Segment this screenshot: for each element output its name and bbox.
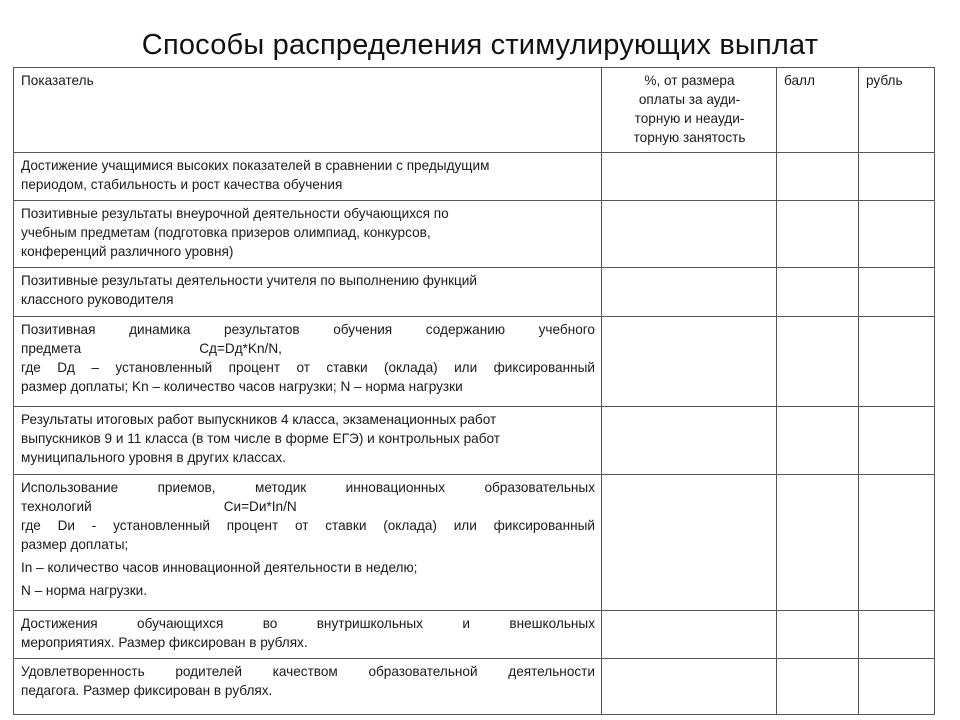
ruble-cell[interactable] — [859, 317, 935, 407]
percent-cell[interactable] — [602, 611, 777, 659]
formula: Cи=Dи*In/N — [223, 499, 297, 514]
table-row — [14, 201, 935, 268]
formula: Сд=Dд*Kn/N, — [199, 341, 282, 356]
ruble-cell[interactable] — [859, 201, 935, 268]
indicator-cell: Позитивные результаты деятельности учителя по выполнению функций классного руководителя — [14, 268, 602, 317]
formula-line: предмета Сд=Dд*Kn/N, — [21, 341, 282, 356]
percent-cell[interactable] — [602, 407, 777, 475]
score-cell[interactable] — [777, 153, 859, 201]
score-cell[interactable] — [777, 407, 859, 475]
score-cell[interactable] — [777, 659, 859, 715]
indicator-cell: Позитивные результаты внеурочной деятельности обучающихся по учебным предметам (подготовка призеров олимпиад, конкурсов, конференций различного уровня) — [14, 201, 602, 268]
ruble-cell[interactable] — [859, 153, 935, 201]
header-indicator: Показатель — [14, 68, 602, 153]
indicator-cell: Достижение учащимися высоких показателей в сравнении с предыдущим периодом, стабильность и рост качества обучения — [14, 153, 602, 201]
header-ruble: рубль — [859, 68, 935, 153]
ruble-cell[interactable] — [859, 475, 935, 611]
percent-cell[interactable] — [602, 317, 777, 407]
percent-cell[interactable] — [602, 268, 777, 317]
table-row — [14, 317, 935, 407]
table-row — [14, 153, 935, 201]
score-cell[interactable] — [777, 201, 859, 268]
ruble-cell[interactable] — [859, 407, 935, 475]
score-cell[interactable] — [777, 611, 859, 659]
indicator-cell: Достижения обучающихся во внутришкольных и внешкольных мероприятиях. Размер фиксирован в рублях. — [14, 611, 602, 659]
percent-cell[interactable] — [602, 659, 777, 715]
stimulus-payments-table — [13, 67, 935, 715]
page-title: Способы распределения стимулирующих выплат — [141, 29, 819, 61]
table-row — [14, 611, 935, 659]
indicator-cell: Использование приемов, методик инновационных образовательных технологий Cи=Dи*In/N где Dи - установленный процент от ставки (оклада) или фиксированный размер доплаты; In – количество часов инновационной деятельности в неделю; N – норма нагрузки. — [14, 475, 602, 611]
table-header-row — [14, 68, 935, 153]
score-cell[interactable] — [777, 268, 859, 317]
table-row — [14, 475, 935, 611]
table-row — [14, 407, 935, 475]
indicator-cell: Удовлетворенность родителей качеством образовательной деятельности педагога. Размер фиксирован в рублях. — [14, 659, 602, 715]
percent-cell[interactable] — [602, 475, 777, 611]
ruble-cell[interactable] — [859, 268, 935, 317]
header-percent: %, от размера оплаты за ауди- торную и неауди- торную занятость — [602, 68, 777, 153]
percent-cell[interactable] — [602, 201, 777, 268]
score-cell[interactable] — [777, 475, 859, 611]
indicator-cell: Результаты итоговых работ выпускников 4 класса, экзаменационных работ выпускников 9 и 11 класса (в том числе в форме ЕГЭ) и контрольных работ муниципального уровня в других классах. — [14, 407, 602, 475]
table-row — [14, 659, 935, 715]
percent-cell[interactable] — [602, 153, 777, 201]
ruble-cell[interactable] — [859, 659, 935, 715]
score-cell[interactable] — [777, 317, 859, 407]
table-row — [14, 268, 935, 317]
indicator-cell: Позитивная динамика результатов обучения содержанию учебного предмета Сд=Dд*Kn/N, где Dд – установленный процент от ставки (оклада) или фиксированный размер доплаты; Kn – количество часов нагрузки; N – норма нагрузки — [14, 317, 602, 407]
header-score: балл — [777, 68, 859, 153]
ruble-cell[interactable] — [859, 611, 935, 659]
formula-line: технологий Cи=Dи*In/N — [21, 499, 297, 514]
